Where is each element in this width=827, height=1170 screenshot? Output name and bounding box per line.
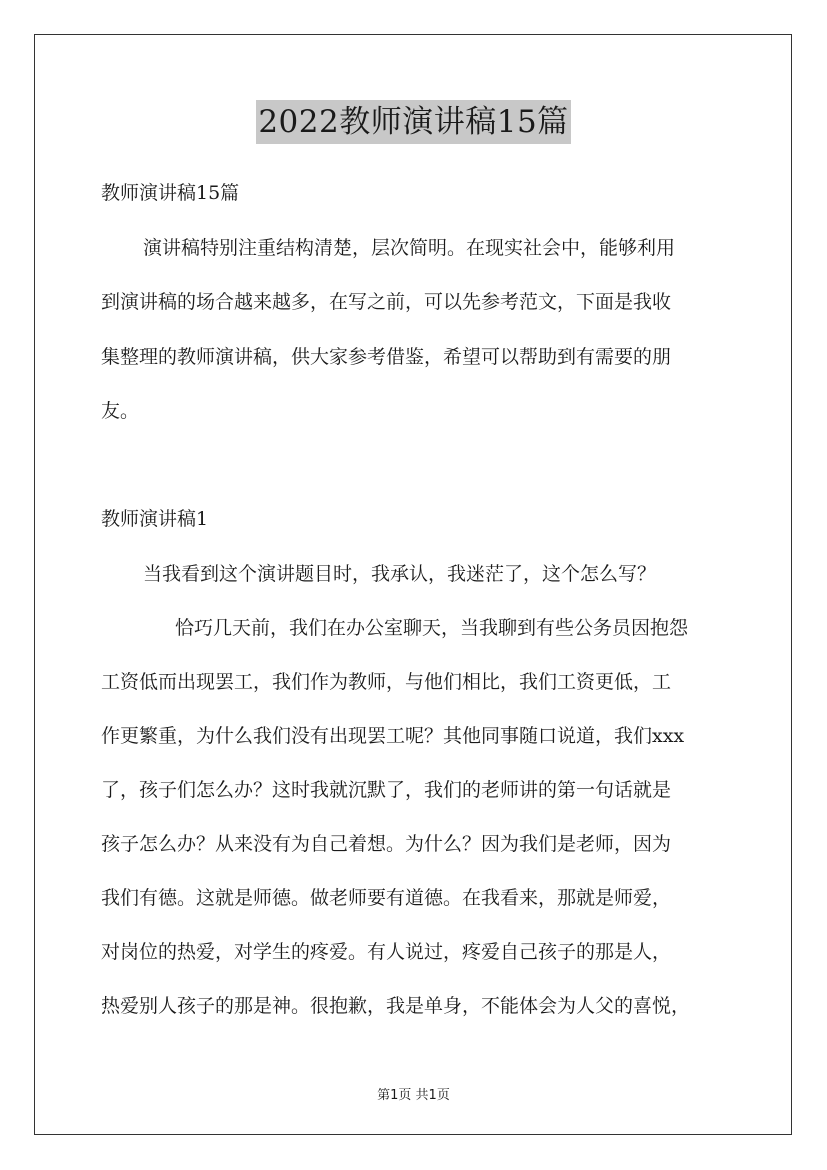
body-line: 了，孩子们怎么办？这时我就沉默了，我们的老师讲的第一句话就是 xyxy=(101,779,672,801)
title-container xyxy=(0,100,827,144)
body-line: 工资低而出现罢工，我们作为教师，与他们相比，我们工资更低，工 xyxy=(101,671,672,693)
document-title: 2022教师演讲稿15篇 xyxy=(256,100,570,144)
body-line: 热爱别人孩子的那是神。很抱歉，我是单身，不能体会为人父的喜悦， xyxy=(101,995,691,1017)
page-footer: 第1页 共1页 xyxy=(377,1088,450,1103)
body-line: 对岗位的热爱，对学生的疼爱。有人说过，疼爱自己孩子的那是人， xyxy=(101,941,672,963)
body-line: 作更繁重，为什么我们没有出现罢工呢？其他同事随口说道，我们xxx xyxy=(101,725,685,747)
intro-line: 演讲稿特别注重结构清楚，层次简明。在现实社会中，能够利用 xyxy=(143,237,676,259)
section-heading: 教师演讲稿1 xyxy=(101,508,209,530)
intro-line: 到演讲稿的场合越来越多，在写之前，可以先参考范文，下面是我收 xyxy=(101,291,672,313)
body-line: 我们有德。这就是师德。做老师要有道德。在我看来，那就是师爱， xyxy=(101,887,672,909)
intro-line: 友。 xyxy=(101,400,140,422)
intro-line: 集整理的教师演讲稿，供大家参考借鉴，希望可以帮助到有需要的朋 xyxy=(101,346,672,368)
body-line: 孩子怎么办？从来没有为自己着想。为什么？因为我们是老师，因为 xyxy=(101,833,672,855)
body-line: 恰巧几天前，我们在办公室聊天，当我聊到有些公务员因抱怨 xyxy=(175,617,689,639)
section-first-line: 当我看到这个演讲题目时，我承认，我迷茫了，这个怎么写？ xyxy=(143,563,657,585)
subtitle: 教师演讲稿15篇 xyxy=(101,182,240,204)
